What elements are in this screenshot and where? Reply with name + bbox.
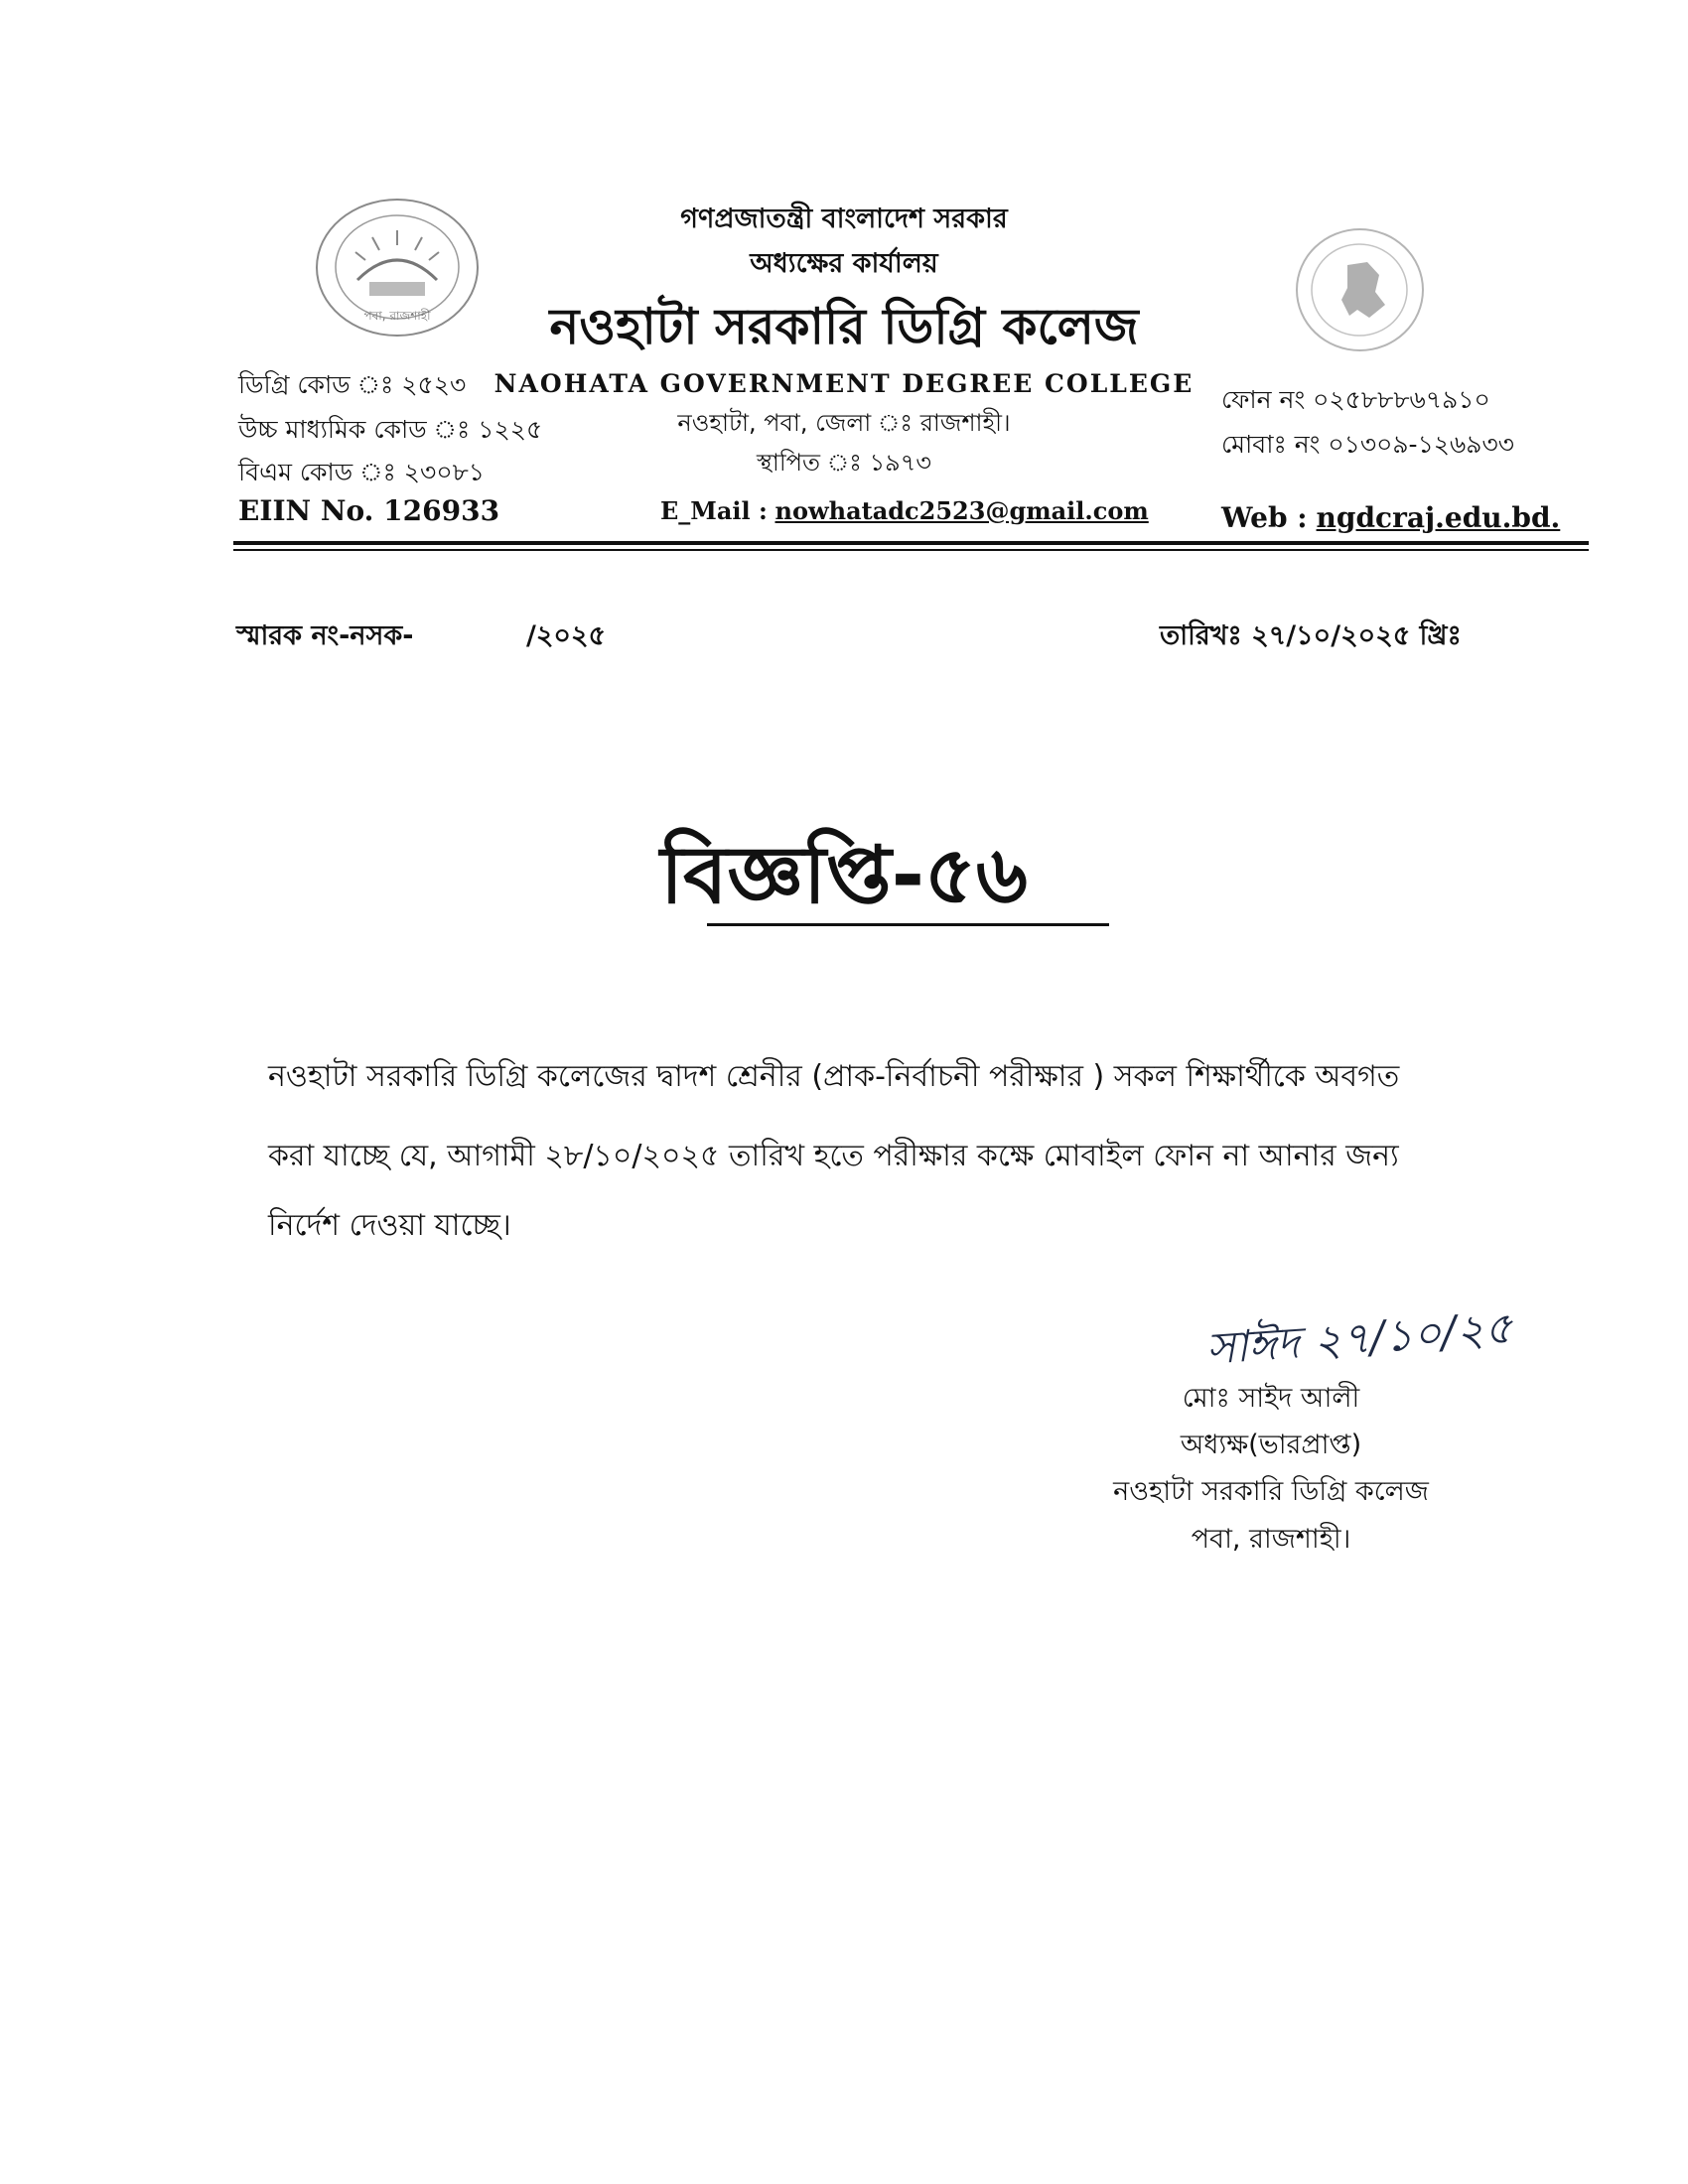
signatory-designation: অধ্যক্ষ(ভারপ্রাপ্ত) xyxy=(1180,1430,1362,1460)
email-link[interactable]: nowhatadc2523@gmail.com xyxy=(774,496,1149,525)
college-name-english: NAOHATA GOVERNMENT DEGREE COLLEGE xyxy=(493,369,1195,398)
notice-body-line-2: করা যাচ্ছে যে, আগামী ২৮/১০/২০২৫ তারিখ হতে পরীক্ষার কক্ষে মোবাইল ফোন না আনার জন্য xyxy=(268,1139,1399,1173)
notice-body-line-3: নির্দেশ দেওয়া যাচ্ছে। xyxy=(268,1208,511,1243)
notice-title: বিজ্ঞপ্তি-৫৬ xyxy=(660,829,1028,921)
notice-body-line-1: নওহাটা সরকারি ডিগ্রি কলেজের দ্বাদশ শ্রেনীর (প্রাক-নির্বাচনী পরীক্ষার ) সকল শিক্ষার্থীকে অবগত xyxy=(268,1059,1400,1094)
bm-code: বিএম কোড ঃ ২৩০৮১ xyxy=(238,458,486,486)
hsc-code: উচ্চ মাধ্যমিক কোড ঃ ১২২৫ xyxy=(238,415,543,444)
email-line xyxy=(660,496,1149,525)
memo-date: তারিখঃ ২৭/১০/২০২৫ খ্রিঃ xyxy=(1160,620,1462,651)
handwritten-signature: সাঈদ ২৭/১০/২৫ xyxy=(1204,1302,1515,1375)
signatory-name: মোঃ সাইদ আলী xyxy=(1182,1383,1360,1414)
web-label: Web : xyxy=(1221,501,1308,534)
established-year: স্থাপিত ঃ ১৯৭৩ xyxy=(757,449,931,477)
phone-number: ফোন নং ০২৫৮৮৮৬৭৯১০ xyxy=(1221,385,1490,414)
signatory-location: পবা, রাজশাহী। xyxy=(1191,1524,1351,1555)
college-name-bangla: নওহাটা সরকারি ডিগ্রি কলেজ xyxy=(549,298,1139,355)
web-link[interactable]: ngdcraj.edu.bd. xyxy=(1316,501,1561,534)
email-label: E_Mail : xyxy=(660,496,768,525)
mobile-number: মোবাঃ নং ০১৩০৯-১২৬৯৩৩ xyxy=(1221,430,1515,459)
memo-reference: স্মারক নং-নসক- xyxy=(236,620,414,651)
college-address: নওহাটা, পবা, জেলা ঃ রাজশাহী। xyxy=(677,409,1011,437)
memo-year: /২০২৫ xyxy=(526,620,607,651)
notice-title-underline xyxy=(707,923,1109,926)
web-line xyxy=(1221,501,1560,534)
header-divider-thin xyxy=(233,549,1589,551)
government-title: গণপ্রজাতন্ত্রী বাংলাদেশ সরকার xyxy=(680,204,1008,234)
degree-code: ডিগ্রি কোড ঃ ২৫২৩ xyxy=(238,370,467,399)
header-divider xyxy=(233,541,1589,545)
signatory-institution: নওহাটা সরকারি ডিগ্রি কলেজ xyxy=(1113,1476,1429,1507)
office-title: অধ্যক্ষের কার্যালয় xyxy=(750,248,938,279)
eiin-number: EIIN No. 126933 xyxy=(238,494,500,527)
svg-text:পবা, রাজশাহী: পবা, রাজশাহী xyxy=(363,309,431,323)
